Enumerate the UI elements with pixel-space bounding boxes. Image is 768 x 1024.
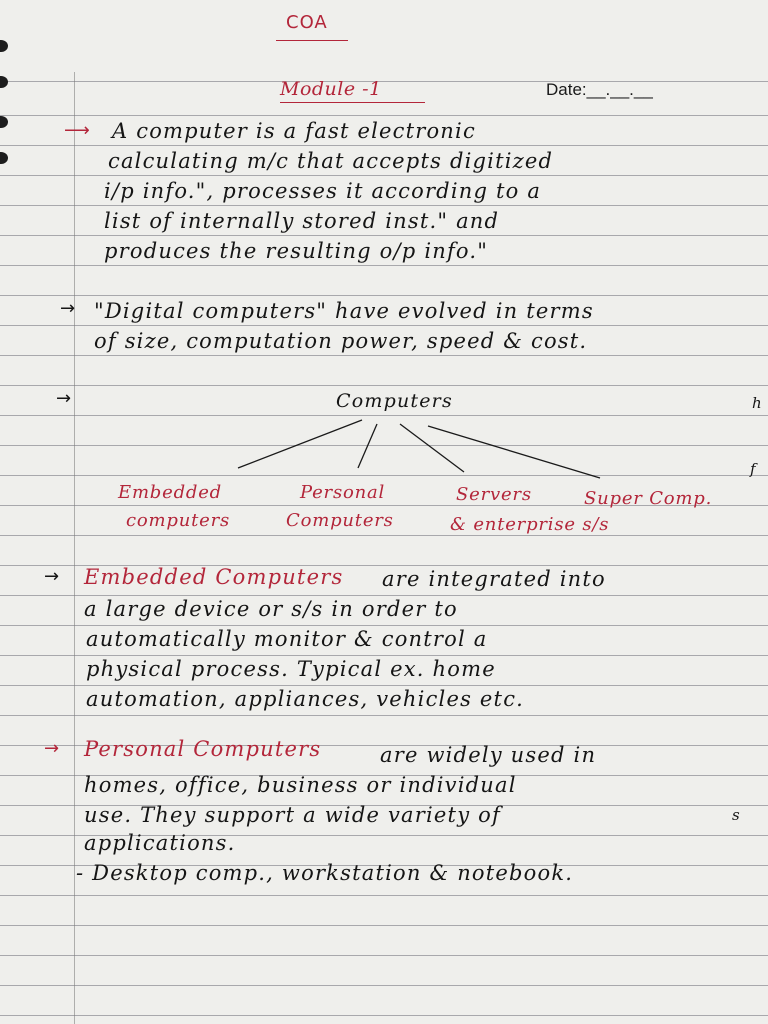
personal-line: applications.	[84, 831, 236, 855]
embedded-line: a large device or s/s in order to	[84, 597, 458, 621]
definition-line: produces the resulting o/p info."	[104, 239, 489, 263]
personal-line: - Desktop comp., workstation & notebook.	[76, 861, 574, 885]
embedded-term: Embedded Computers	[84, 565, 344, 589]
margin-mark: s	[732, 806, 741, 824]
category-supercomp: Super Comp.	[584, 488, 713, 509]
category-embedded-l2: computers	[126, 510, 231, 531]
embedded-line: are integrated into	[382, 567, 606, 591]
branch-personal	[358, 424, 377, 468]
module-title: Module -1	[280, 78, 382, 100]
bullet-arrow: →	[60, 298, 76, 319]
category-embedded-l1: Embedded	[118, 482, 223, 503]
evolution-line: "Digital computers" have evolved in terms	[94, 299, 594, 323]
definition-line: calculating m/c that accepts digitized	[108, 149, 554, 173]
personal-line: are widely used in	[380, 743, 597, 767]
personal-term: Personal Computers	[84, 737, 322, 761]
tree-root: Computers	[336, 390, 453, 412]
bullet-arrow: →	[44, 566, 60, 587]
bullet-arrow: →	[44, 738, 60, 759]
category-servers-l1: Servers	[456, 484, 532, 505]
embedded-line: automation, appliances, vehicles etc.	[86, 687, 525, 711]
bullet-arrow: ⟶	[64, 120, 90, 141]
definition-line: A computer is a fast electronic	[112, 119, 476, 143]
personal-line: use. They support a wide variety of	[84, 803, 501, 827]
category-servers-l2: & enterprise s/s	[450, 514, 610, 535]
category-personal-l1: Personal	[300, 482, 386, 503]
margin-mark: f	[750, 460, 757, 478]
margin-mark: h	[752, 394, 763, 412]
bullet-arrow: →	[56, 388, 72, 409]
personal-line: homes, office, business or individual	[84, 773, 517, 797]
embedded-line: physical process. Typical ex. home	[86, 657, 496, 681]
subject-title: COA	[286, 12, 328, 33]
category-personal-l2: Computers	[286, 510, 394, 531]
branch-supercomp	[428, 426, 600, 478]
definition-line: i/p info.", processes it according to a	[104, 179, 542, 203]
evolution-line: of size, computation power, speed & cost.	[94, 329, 588, 353]
date-label: Date:__.__.__	[546, 80, 653, 99]
definition-line: list of internally stored inst." and	[104, 209, 500, 233]
branch-servers	[400, 424, 464, 472]
embedded-line: automatically monitor & control a	[86, 627, 488, 651]
branch-embedded	[238, 420, 362, 468]
